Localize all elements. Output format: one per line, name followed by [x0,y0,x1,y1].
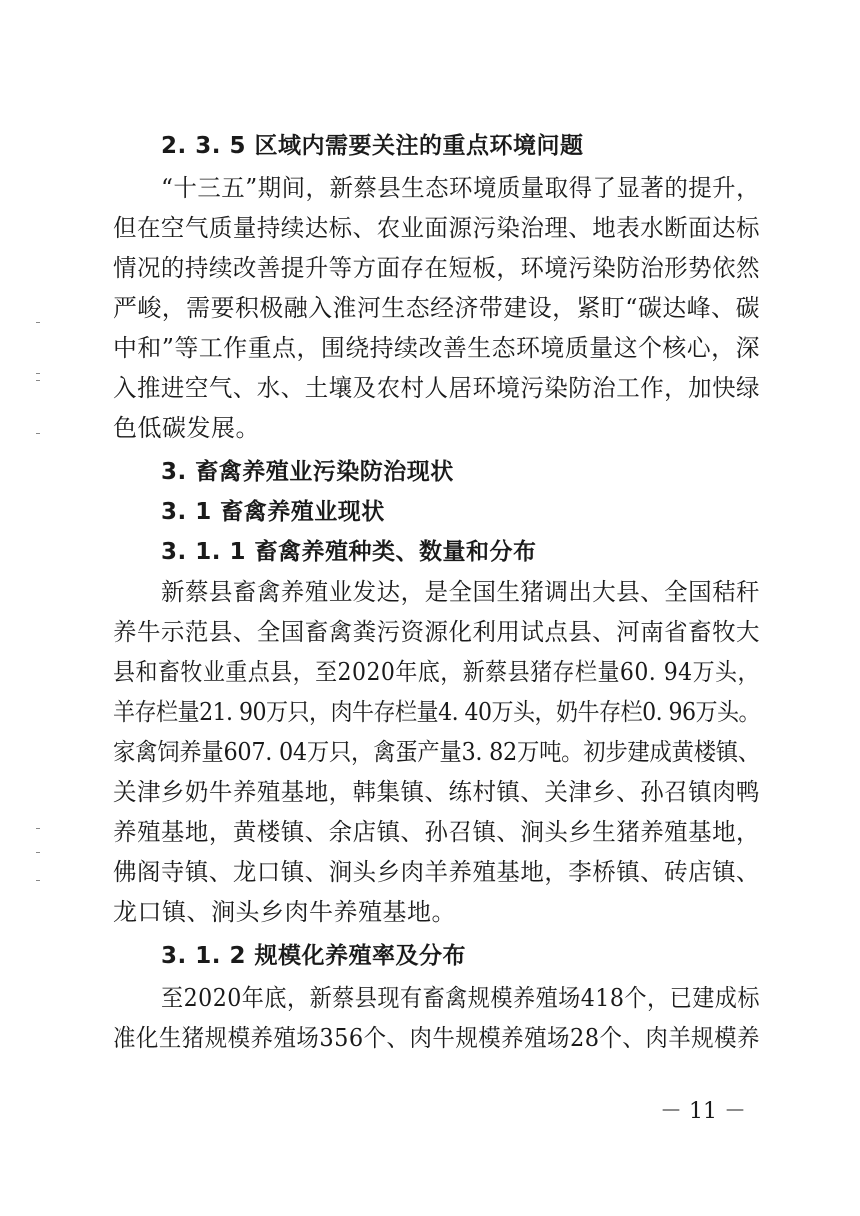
margin-mark [36,433,40,434]
margin-mark [36,373,40,374]
section-heading-3: 3. 畜禽养殖业污染防治现状 [161,459,454,485]
paragraph-line: 家禽饲养量607. 04万只，禽蛋产量3. 82万吨。初步建成黄楼镇、 [113,738,760,766]
paragraph-line: 佛阁寺镇、龙口镇、涧头乡肉羊养殖基地，李桥镇、砖店镇、 [113,858,761,886]
margin-mark [36,322,40,323]
paragraph-line: 养殖基地，黄楼镇、余店镇、孙召镇、涧头乡生猪养殖基地， [113,818,761,846]
margin-mark [36,828,40,829]
section-heading-3-1: 3. 1 畜禽养殖业现状 [161,499,385,525]
paragraph-line: 准化生猪规模养殖场356个、肉牛规模养殖场28个、肉羊规模养 [113,1024,760,1052]
margin-mark [36,880,40,881]
paragraph-line: 养牛示范县、全国畜禽粪污资源化利用试点县、河南省畜牧大 [113,618,761,646]
paragraph-line: 至2020年底，新蔡县现有畜禽规模养殖场418个，已建成标 [161,984,760,1012]
paragraph-line: 中和”等工作重点，围绕持续改善生态环境质量这个核心，深 [113,334,760,362]
paragraph-line: “十三五”期间，新蔡县生态环境质量取得了显著的提升， [161,174,761,202]
page-number: － 11 － [660,1099,746,1124]
paragraph-line: 色低碳发展。 [113,414,260,442]
section-heading-3-1-2: 3. 1. 2 规模化养殖率及分布 [161,943,467,969]
section-heading-3-1-1: 3. 1. 1 畜禽养殖种类、数量和分布 [161,539,537,565]
paragraph-line: 入推进空气、水、土壤及农村人居环境污染防治工作，加快绿 [113,374,761,402]
margin-mark [36,380,40,381]
paragraph-line: 严峻，需要积极融入淮河生态经济带建设，紧盯“碳达峰、碳 [113,294,760,322]
paragraph-line: 县和畜牧业重点县，至2020年底，新蔡县猪存栏量60. 94万头， [113,658,760,686]
paragraph-line: 但在空气质量持续达标、农业面源污染治理、地表水断面达标 [113,214,761,242]
paragraph-line: 羊存栏量21. 90万只，肉牛存栏量4. 40万头，奶牛存栏0. 96万头。 [113,698,761,726]
paragraph-line: 龙口镇、涧头乡肉牛养殖基地。 [113,898,456,926]
paragraph-line: 新蔡县畜禽养殖业发达，是全国生猪调出大县、全国秸秆 [161,578,761,606]
body-text [113,0,761,1216]
section-heading-2-3-5: 2. 3. 5 区域内需要关注的重点环境问题 [161,133,584,159]
margin-mark [36,852,40,853]
paragraph-line: 情况的持续改善提升等方面存在短板，环境污染防治形势依然 [113,254,761,282]
paragraph-line: 关津乡奶牛养殖基地，韩集镇、练村镇、关津乡、孙召镇肉鸭 [113,778,761,806]
